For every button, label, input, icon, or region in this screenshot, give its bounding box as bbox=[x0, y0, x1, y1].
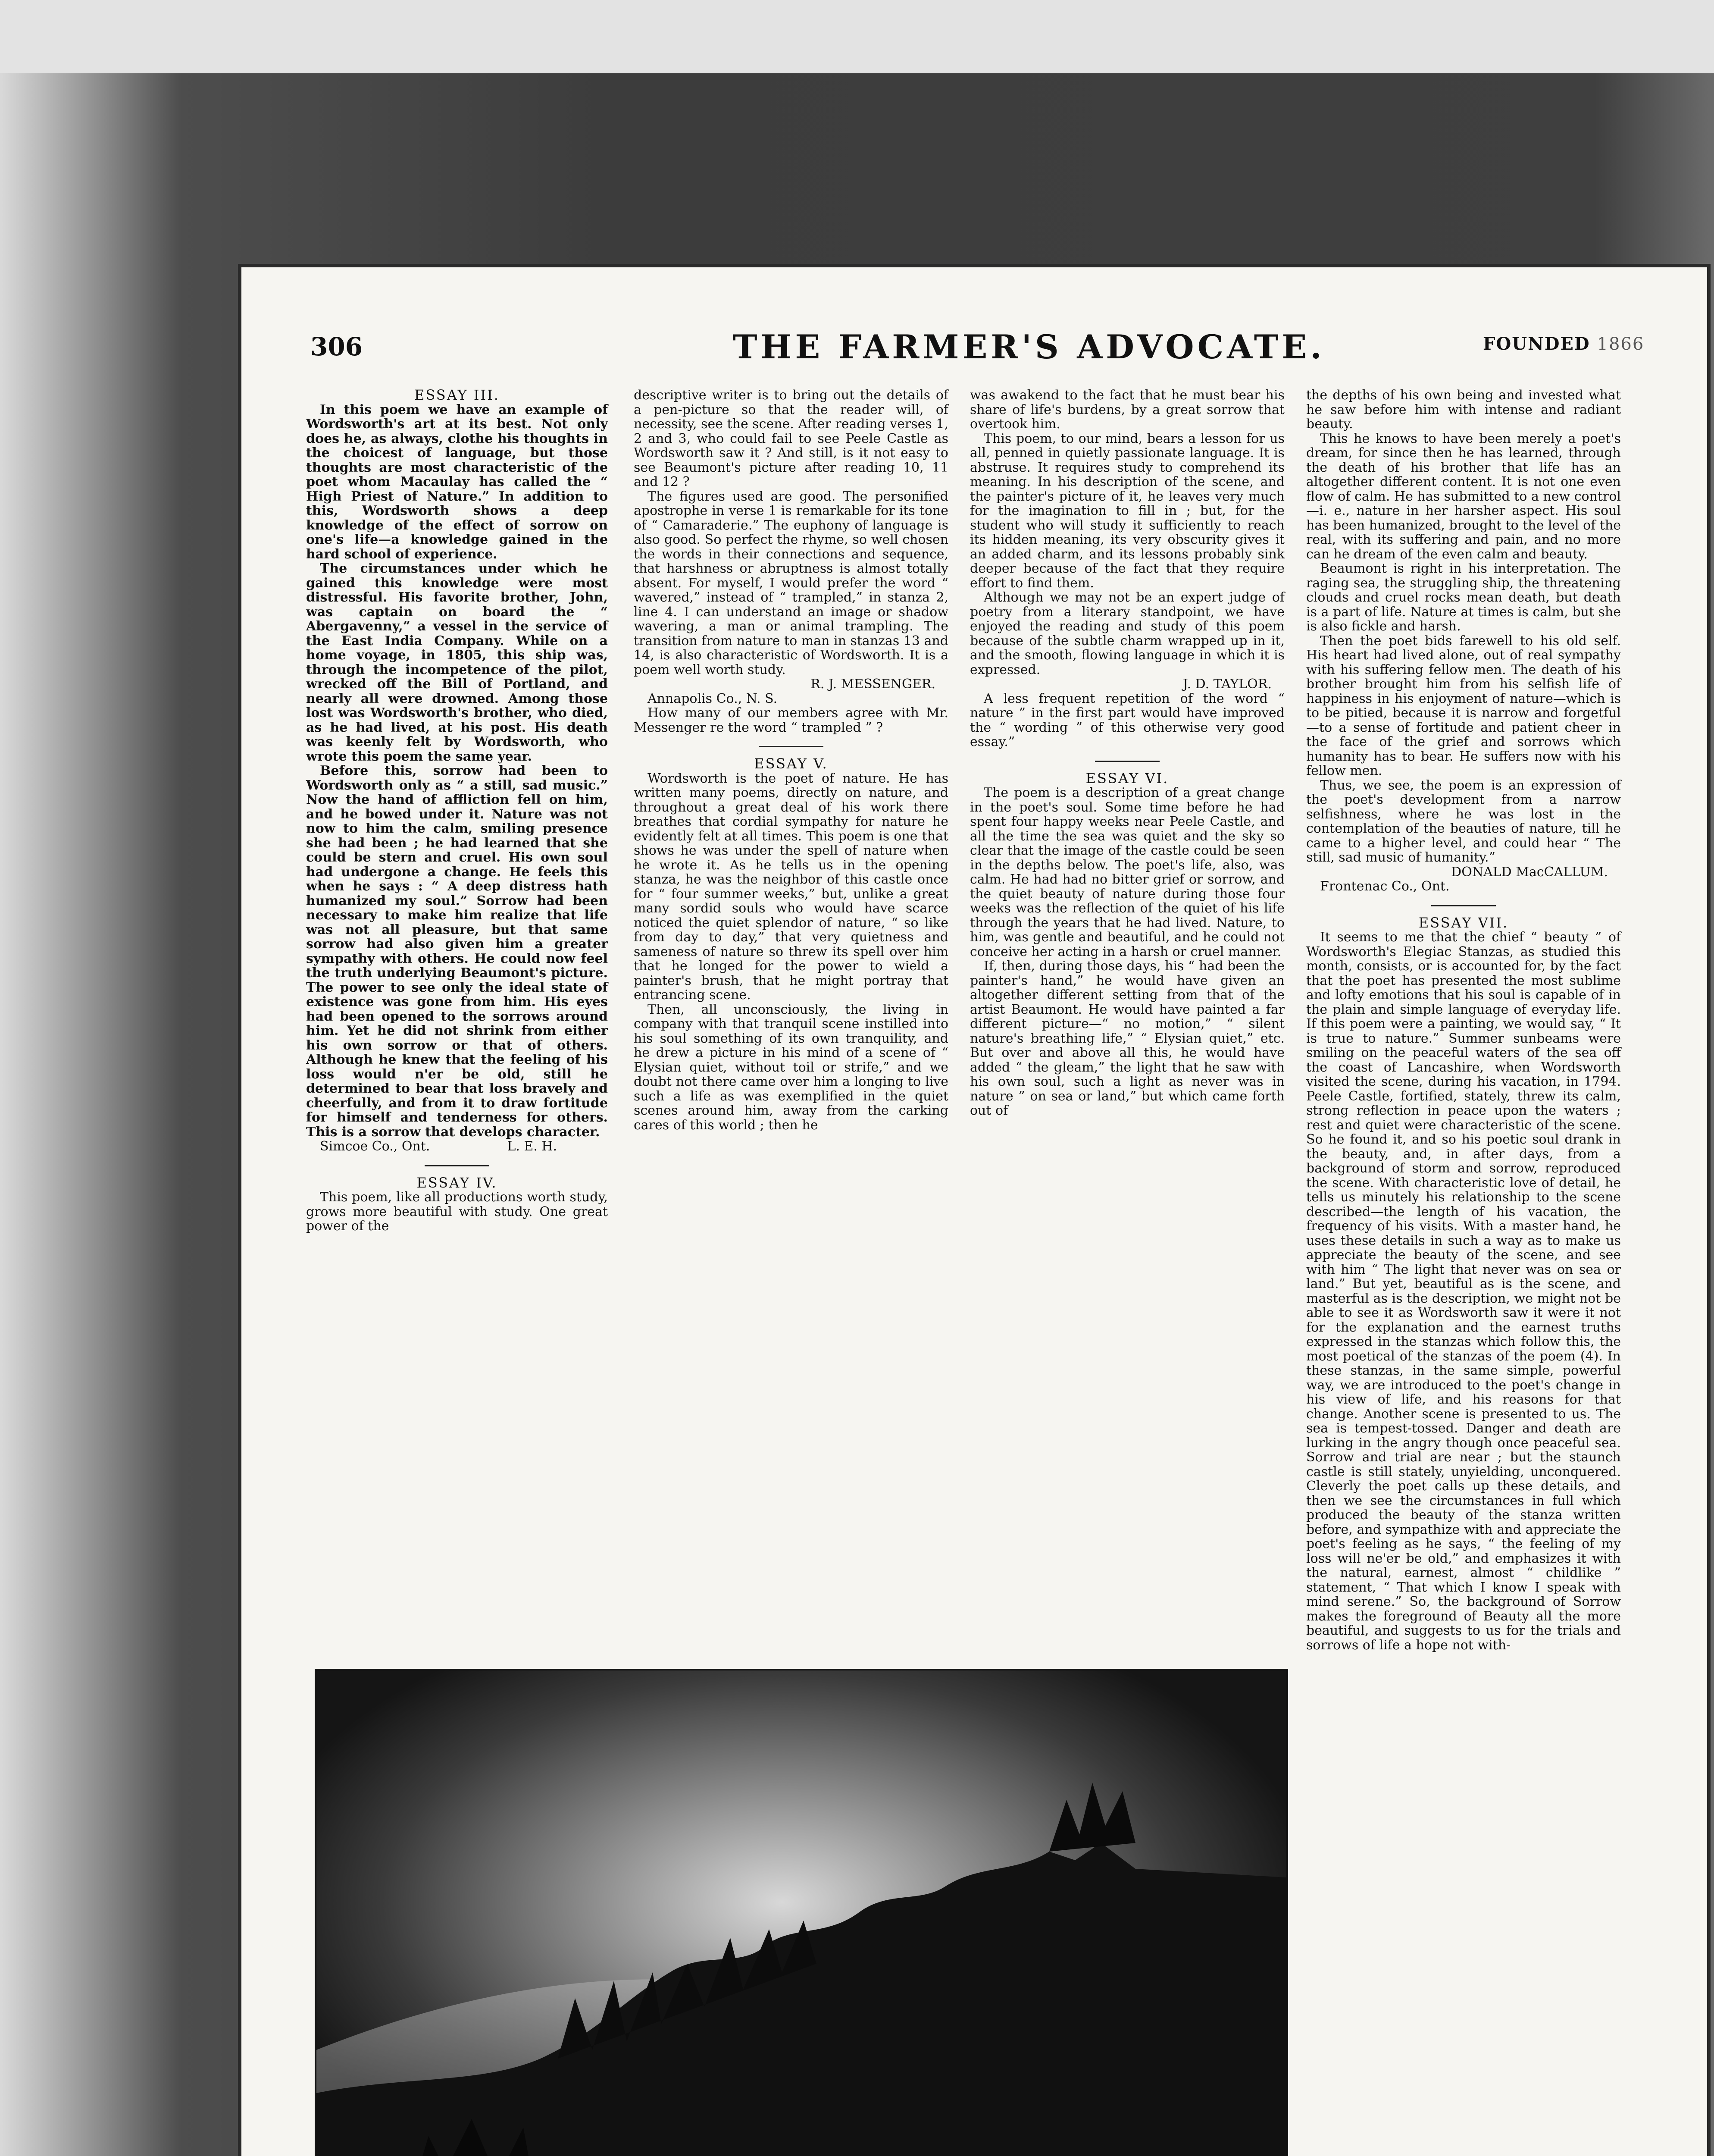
masthead-title: THE FARMER'S ADVOCATE. bbox=[733, 328, 1325, 366]
essay-4-paragraph: This poem, like all productions worth study, grows more beautiful with study. One great power of the bbox=[306, 1190, 608, 1234]
newspaper-page bbox=[241, 267, 1707, 2156]
essay-6-paragraph: the depths of his own being and invested what he saw before him with intense and radiant beauty. bbox=[1306, 388, 1621, 432]
column-3 bbox=[970, 388, 1285, 1118]
divider bbox=[1095, 761, 1160, 762]
essay-3-title: ESSAY III. bbox=[414, 387, 500, 403]
essay-6-author: DONALD MacCALLUM. bbox=[1451, 864, 1608, 880]
essay-5-paragraph: was awakend to the fact that he must bear his share of life's burdens, by a great sorrow that overtook him. bbox=[970, 388, 1285, 432]
founded-year: 1866 bbox=[1597, 334, 1645, 354]
essay-3-signature bbox=[306, 1139, 608, 1154]
photo-scene bbox=[316, 1670, 1286, 2156]
essay-7-paragraph: It seems to me that the chief “ beauty ” of Wordsworth's Elegiac Stanzas, as studied this month, consists, or is accounted for, by the fact that the poet has presented the most sublime and lofty emotions that his soul is capable of in the plain and simple language of everyday life. If this poem were a painting, we would say, “ It is true to nature.” Summer sunbeams were smiling on the peaceful waters of the sea off the coast of Lancashire, when Wordsworth visited the scene, during his vacation, in 1794. Peele Castle, fortified, stately, threw its calm, strong reflection in peace upon the waters ; rest and quiet were characteristic of the scene. So he found it, and so his poetic soul drank in the beauty, and, in after days, from a background of storm and sorrow, reproduced the scene. With characteristic love of detail, he tells us minutely his relationship to the scene described—the length of his vacation, the frequency of his visits. With a master hand, he uses these details in such a way as to make us appreciate the beauty of the scene, and see with him “ The light that never was on sea or land.” But yet, beautiful as is the scene, and masterful as is the description, we might not be able to see it as Wordsworth saw it were it not for the explanation and the earnest truths expressed in the stanzas which follow this, the most poetical of the stanzas of the poem (4). In these stanzas, in the same simple, powerful way, we are introduced to the poet's change in his view of life, and his reasons for that change. Another scene is presented to us. The sea is tempest-tossed. Danger and death are lurking in the angry though once peaceful sea. Sorrow and trial are near ; but the staunch castle is still stately, unyielding, unconquered. Cleverly the poet calls up these details, and then we see the circumstances in full which produced the beauty of the stanza written before, and sympathize with and appreciate the poet's feeling as he says, “ the feeling of my loss will ne'er be old,” and emphasizes it with the natural, earnest, almost “ childlike ” statement, “ That which I know I speak with mind serene.” So, the background of Sorrow makes the foreground of Beauty all the more beautiful, and suggests to us for the trials and sorrows of life a hope not with- bbox=[1306, 930, 1621, 1653]
essay-4-author: R. J. MESSENGER. bbox=[810, 677, 935, 692]
essay-7-title: ESSAY VII. bbox=[1418, 914, 1509, 931]
editor-note: A less frequent repetition of the word “ nature ” in the first part would have improved the “ wording ” of this otherwise very good essay.” bbox=[970, 691, 1285, 749]
essay-6-paragraph: Then the poet bids farewell to his old self. His heart had lived alone, out of real sympathy with his suffering fellow men. The death of his brother brought him from his selfish life of happiness in his enjoyment of nature—which is to be pitied, because it is narrow and forgetful—to a sense of fortitude and patient cheer in the face of the grief and sorrows which humanity has to bear. He suffers now with his fellow men. bbox=[1306, 633, 1621, 778]
column-2 bbox=[634, 388, 948, 1132]
essay-5-paragraph: Wordsworth is the poet of nature. He has written many poems, directly on nature, and throughout a great deal of his work there breathes that cordial sympathy for nature he evidently felt at all times. This poem is one that shows he was under the spell of nature when he wrote it. As he tells us in the opening stanza, he was the neighbor of this castle once for “ four summer weeks,” but, unlike a great many sordid souls who would have scarce noticed the quiet splendor of nature, “ so like from day to day,” that very quietness and sameness of nature so threw its spell over him that he longed for the power to wield a painter's brush, that he might portray that entrancing scene. bbox=[634, 771, 948, 1003]
essay-6-place: Frontenac Co., Ont. bbox=[1320, 879, 1450, 894]
page-number: 306 bbox=[310, 332, 363, 361]
essay-4-paragraph: The figures used are good. The personified apostrophe in verse 1 is remarkable for its tone of “ Camaraderie.” The euphony of language is also good. So perfect the rhyme, so well chosen the words in their connections and sequence, that harshness or abruptness is almost totally absent. For myself, I would prefer the word “ wavered,” instead of “ trampled,” in stanza 2, line 4. I can understand an image or shadow wavering, a man or animal trampling. The transition from nature to man in stanzas 13 and 14, is also characteristic of Wordsworth. It is a poem well worth study. bbox=[634, 489, 948, 677]
essay-6-paragraph: Thus, we see, the poem is an expression of the poet's development from a narrow selfishness, where he was lost in the contemplation of the beauties of nature, till he came to a higher level, and could hear “ The still, sad music of humanity.” bbox=[1306, 777, 1621, 865]
founded-text: FOUNDED bbox=[1483, 334, 1590, 354]
essay-6-paragraph: This he knows to have been merely a poet's dream, for since then he has learned, through the death of his brother that life has an altogether different content. It is not one even flow of calm. He has submitted to a new control—i. e., nature in her harsher aspect. His soul has been humanized, brought to the level of the real, with its suffering and pain, and no more can he dream of the even calm and beauty. bbox=[1306, 431, 1621, 562]
essay-3-paragraph: In this poem we have an example of Wordsworth's art at its best. Not only does he, as always, clothe his thoughts in the choicest of language, but those thoughts are most characteristic of the poet whom Macaulay has called the “ High Priest of Nature.” In addition to this, Wordsworth shows a deep knowledge of the effect of sorrow on one's life—a knowledge gained in the hard school of experience. bbox=[306, 402, 608, 562]
column-1 bbox=[306, 388, 608, 1234]
essay-5-paragraph: This poem, to our mind, bears a lesson for us all, penned in quietly passionate language. It is abstruse. It requires study to comprehend its meaning. In his description of the scene, and the painter's picture of it, he leaves very much for the imagination to fill in ; but, for the student who will study it sufficiently to reach its hidden meaning, its very obscurity gives it an added charm, and its lessons probably sink deeper because of the fact that they require effort to find them. bbox=[970, 431, 1285, 591]
essay-6-paragraph: Beaumont is right in his interpretation. The raging sea, the struggling ship, the threatening clouds and cruel rocks mean death, but death is a part of life. Nature at times is calm, but she is also fickle and harsh. bbox=[1306, 561, 1621, 634]
essay-5-paragraph: Although we may not be an expert judge of poetry from a literary standpoint, we have enjoyed the reading and study of this poem because of the subtle charm wrapped up in it, and the smooth, flowing language in which it is expressed. bbox=[970, 590, 1285, 677]
page-header bbox=[241, 328, 1707, 367]
scan-top-margin bbox=[0, 0, 1714, 73]
essay-6-paragraph: The poem is a description of a great change in the poet's soul. Some time before he had spent four happy weeks near Peele Castle, and all the time the sea was quiet and the sky so clear that the image of the castle could be seen in the depths below. The poet's life, also, was calm. He had had no bitter grief or sorrow, and the quiet beauty of nature during those four weeks was the reflection of the quiet of his life through the years that he had lived. Nature, to him, was gentle and beautiful, and he could not conceive her acting in a harsh or cruel manner. bbox=[970, 785, 1285, 959]
essay-3-body bbox=[306, 403, 608, 1140]
essay-3-paragraph: The circumstances under which he gained this knowledge were most distressful. His favorite brother, John, was captain on board the “ Abergavenny,” a vessel in the service of the East India Company. While on a home voyage, in 1805, this ship was, through the incompetence of the pilot, wrecked off the Bill of Portland, and nearly all were drowned. Among those lost was Wordsworth's brother, who died, as he had lived, at his post. His death was keenly felt by Wordsworth, who wrote this poem the same year. bbox=[306, 561, 608, 764]
moonlight-photograph bbox=[315, 1669, 1288, 2156]
divider bbox=[1431, 905, 1496, 906]
essay-5-author: J. D. TAYLOR. bbox=[1182, 677, 1272, 692]
column-4 bbox=[1306, 388, 1621, 1652]
essay-6-title: ESSAY VI. bbox=[1085, 770, 1169, 787]
essay-3-place: Simcoe Co., Ont. bbox=[320, 1139, 430, 1154]
essay-6-paragraph: If, then, during those days, his “ had been the painter's hand,” he would have given an altogether different setting from that of the artist Beaumont. He would have painted a far different picture—“ no motion,” “ silent nature's breathing life,” “ Elysian quiet,” etc. But over and above all this, he would have added “ the gleam,” the light that he saw with his own soul, such a light as never was in nature ” on sea or land,” but which came forth out of bbox=[970, 959, 1285, 1118]
essay-3-author: L. E. H. bbox=[507, 1139, 557, 1154]
essay-4-paragraph: descriptive writer is to bring out the details of a pen-picture so that the reader will, of necessity, see the scene. After reading verses 1, 2 and 3, who could fail to see Peele Castle as Wordsworth saw it ? And still, is it not easy to see Beaumont's picture after reading 10, 11 and 12 ? bbox=[634, 388, 948, 489]
editor-note: How many of our members agree with Mr. Messenger re the word “ trampled ” ? bbox=[634, 705, 948, 735]
essay-4-place: Annapolis Co., N. S. bbox=[647, 691, 778, 706]
essay-5-paragraph: Then, all unconsciously, the living in company with that tranquil scene instilled into his soul something of its own tranquility, and he drew a picture in his mind of a scene of “ Elysian quiet, without toil or strife,” and we doubt not there came over him a longing to live such a life as was exemplified in the quiet scenes around him, away from the carking cares of this world ; then he bbox=[634, 1002, 948, 1133]
essay-5-title: ESSAY V. bbox=[754, 755, 828, 772]
essay-3-paragraph: Before this, sorrow had been to Wordsworth only as “ a still, sad music.” Now the hand of affliction fell on him, and he bowed under it. Nature was not now to him the calm, smiling presence she had been ; he had learned that she could be stern and cruel. His own soul had undergone a change. He feels this when he says : “ A deep distress hath humanized my soul.” Sorrow had been necessary to make him realize that life was not all pleasure, but that same sorrow had also given him a greater sympathy with others. He could now feel the truth underlying Beaumont's picture. The power to see only the ideal state of existence was gone from him. His eyes had been opened to the sorrows around him. Yet he did not shrink from either his own sorrow or that of others. Although he knew that the feeling of his loss would n'er be old, still he determined to bear that loss bravely and cheerfully, and from it to draw fortitude for himself and tenderness for others. This is a sorrow that develops character. bbox=[306, 763, 608, 1140]
essay-4-title: ESSAY IV. bbox=[416, 1174, 497, 1191]
divider bbox=[425, 1165, 489, 1166]
founded-label bbox=[1483, 334, 1644, 354]
divider bbox=[759, 746, 823, 747]
